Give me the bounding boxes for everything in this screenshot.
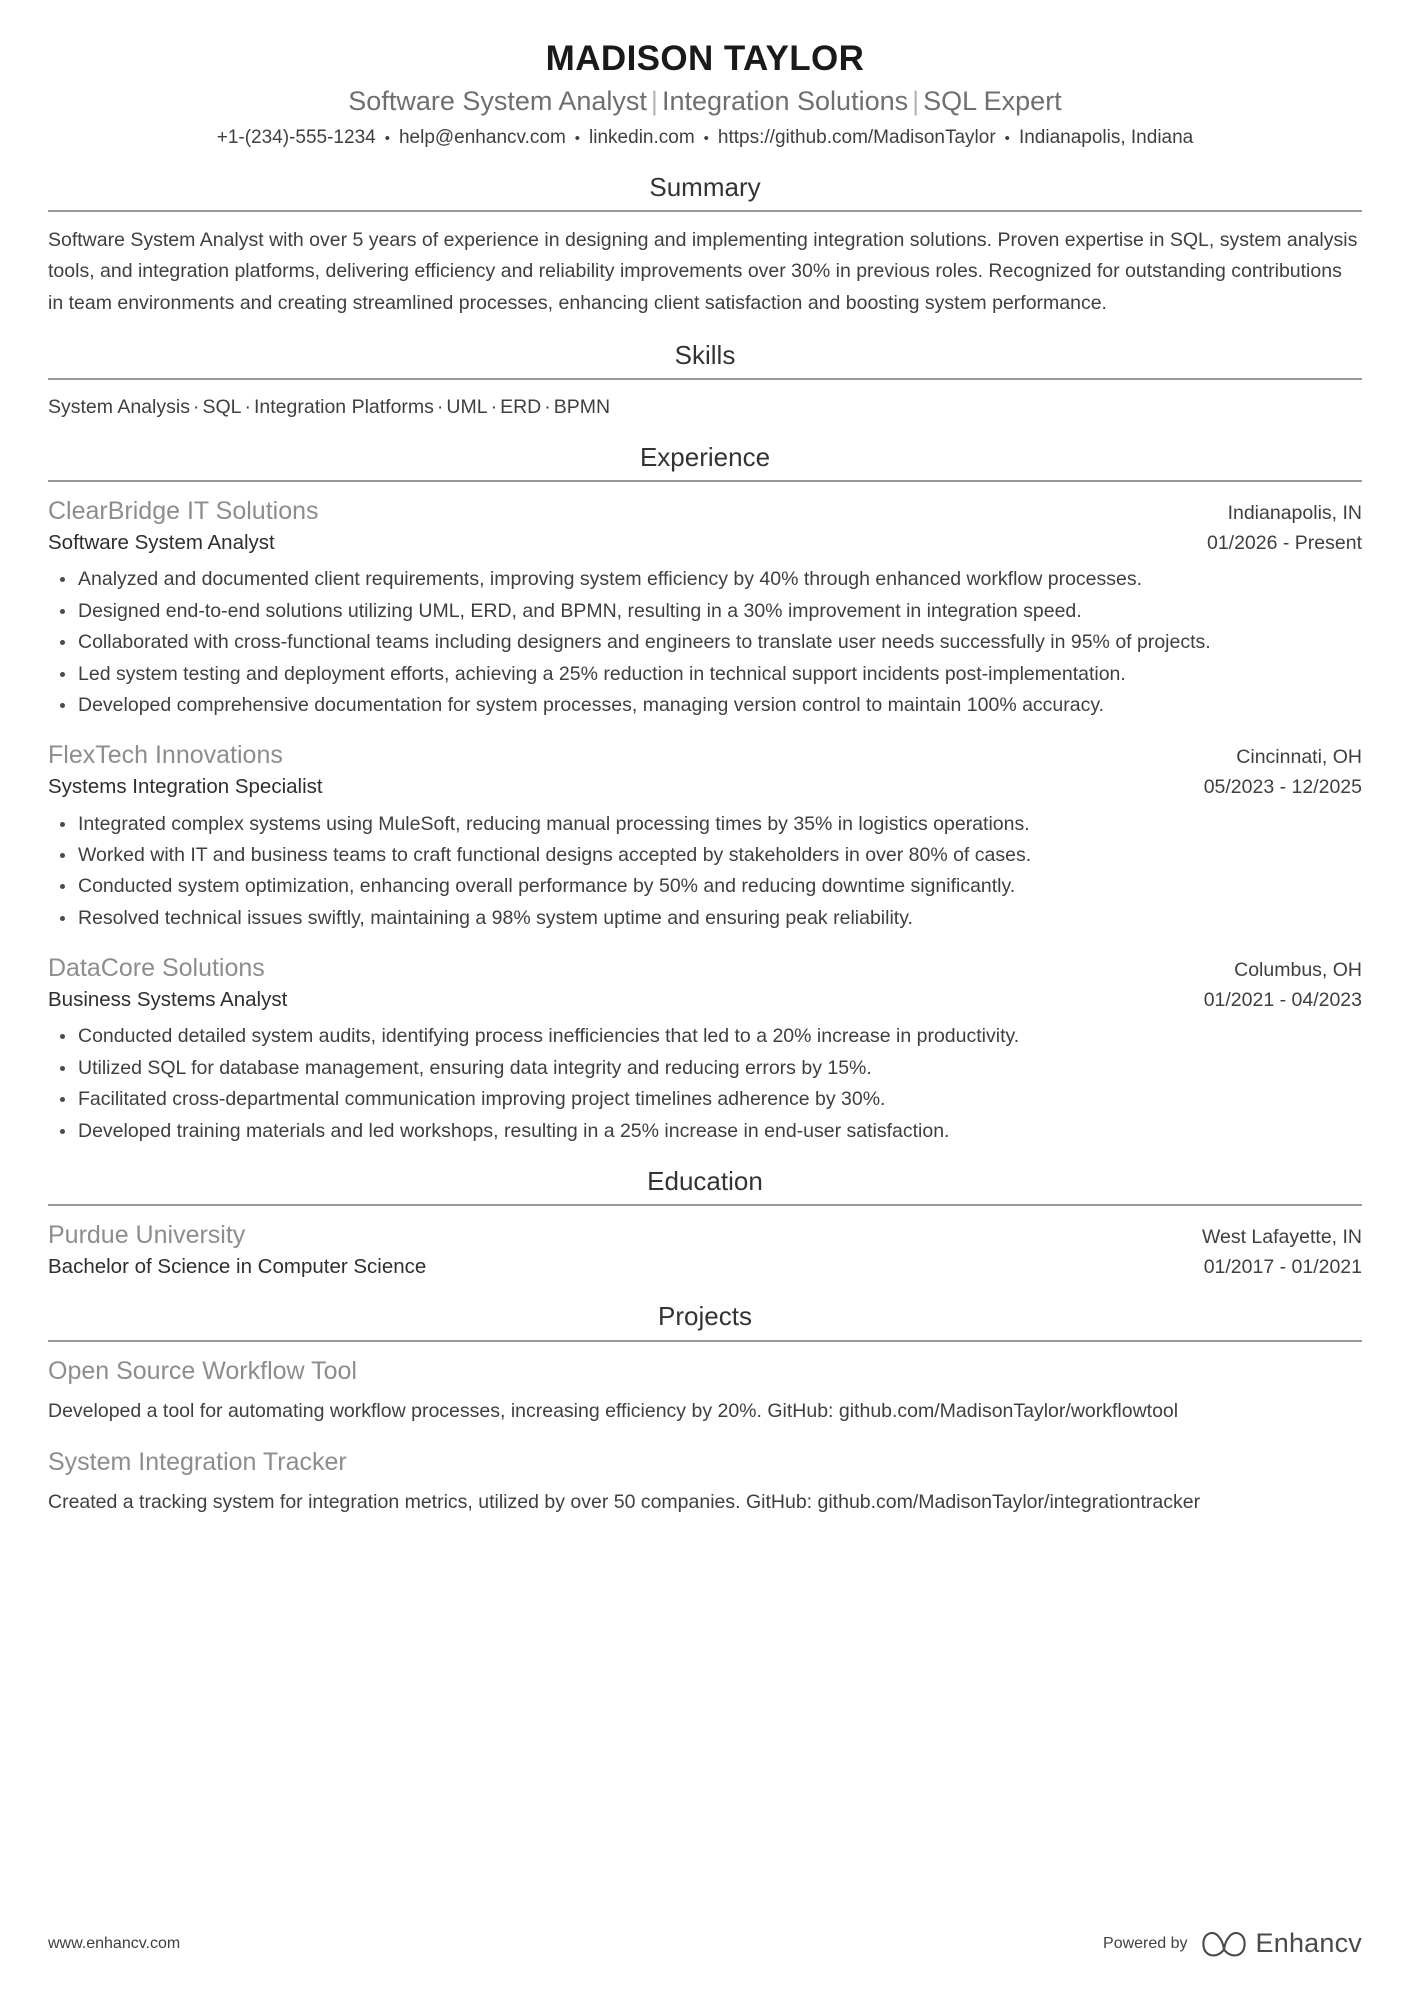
experience-entry-role-row [48,986,1362,1015]
footer-website-url[interactable]: www.enhancv.com [48,1934,181,1952]
contact-bullet-icon: • [384,129,390,147]
project-name: Open Source Workflow Tool [48,1356,357,1385]
skill-separator: · [436,395,444,418]
education-entry-degree-row [48,1253,1362,1282]
resume-header [48,38,1362,152]
experience-bullet-list [48,564,1362,720]
project-name: System Integration Tracker [48,1447,347,1476]
experience-bullet: Integrated complex systems using MuleSoft, reducing manual processing times by 35% in logistics operations. [48,809,1362,839]
section-divider [48,210,1362,212]
experience-bullet: Conducted detailed system audits, identifying process inefficiencies that led to a 20% increase in productivity. [48,1021,1362,1051]
skill-item: System Analysis [48,395,190,418]
education-entry-school-row [48,1219,1362,1253]
section-education [48,1166,1362,1281]
experience-role: Business Systems Analyst [48,987,288,1011]
section-divider [48,480,1362,482]
skill-separator: · [544,395,551,418]
contact-github[interactable]: https://github.com/MadisonTaylor [717,127,996,149]
experience-bullet: Conducted system optimization, enhancing overall performance by 50% and reducing downtime significantly. [48,871,1362,901]
candidate-name: MADISON TAYLOR [545,39,865,78]
section-experience [48,442,1362,1146]
contact-line [48,125,1362,152]
enhancv-wordmark: Enhancv [1255,1928,1362,1958]
skills-list [48,393,1362,422]
contact-linkedin[interactable]: linkedin.com [589,127,695,149]
skill-item: Integration Platforms [254,395,434,418]
experience-location: Cincinnati, OH [1236,746,1362,769]
experience-entry [48,739,1362,933]
experience-entry-role-row [48,773,1362,802]
experience-entry [48,952,1362,1146]
project-entry [48,1355,1362,1428]
education-dates: 01/2017 - 01/2021 [1203,1255,1362,1278]
experience-bullet: Utilized SQL for database management, ensuring data integrity and reducing errors by 15%. [48,1053,1362,1083]
experience-location: Indianapolis, IN [1227,502,1362,525]
experience-bullet: Analyzed and documented client requirements, improving system efficiency by 40% through enhanced workflow processes. [48,564,1362,594]
footer-brand-lockup [1103,1928,1362,1959]
education-school: Purdue University [48,1221,246,1250]
skill-separator: · [490,395,498,418]
section-divider [48,1204,1362,1206]
experience-dates: 05/2023 - 12/2025 [1203,775,1362,798]
experience-entry [48,495,1362,720]
experience-entry-role-row [48,529,1362,558]
experience-bullet: Worked with IT and business teams to craft functional designs accepted by stakeholders in over 80% of cases. [48,840,1362,870]
section-title-education: Education [647,1166,763,1197]
candidate-headline [48,84,1362,119]
education-entry [48,1219,1362,1281]
contact-bullet-icon: • [1004,129,1010,147]
contact-email[interactable]: help@enhancv.com [398,127,566,149]
section-divider [48,1340,1362,1342]
experience-role: Systems Integration Specialist [48,774,323,798]
experience-entry-org-row [48,739,1362,773]
section-divider [48,378,1362,380]
skill-item: ERD [500,395,542,418]
section-title-projects: Projects [658,1301,752,1332]
contact-location: Indianapolis, Indiana [1018,127,1194,149]
contact-phone: +1-(234)-555-1234 [216,127,376,149]
experience-organization: ClearBridge IT Solutions [48,497,319,526]
experience-bullet: Facilitated cross-departmental communication improving project timelines adherence by 30%. [48,1084,1362,1114]
experience-dates: 01/2021 - 04/2023 [1203,988,1362,1011]
experience-entry-org-row [48,952,1362,986]
experience-bullet: Developed training materials and led workshops, resulting in a 25% increase in end-user satisfaction. [48,1116,1362,1146]
contact-bullet-icon: • [703,129,709,147]
experience-bullet: Designed end-to-end solutions utilizing UML, ERD, and BPMN, resulting in a 30% improvement in integration speed. [48,596,1362,626]
skill-separator: · [244,395,251,418]
section-title-summary: Summary [649,171,761,202]
headline-separator: | [912,86,920,116]
experience-bullet: Collaborated with cross-functional teams including designers and engineers to translate user needs successfully in 95% of projects. [48,627,1362,657]
experience-bullet: Led system testing and deployment efforts, achieving a 25% reduction in technical support incidents post-implementation. [48,659,1362,689]
experience-bullet-list [48,809,1362,934]
experience-organization: FlexTech Innovations [48,741,283,770]
education-degree: Bachelor of Science in Computer Science [48,1254,427,1278]
experience-location: Columbus, OH [1234,959,1362,982]
headline-separator: | [650,86,658,116]
experience-dates: 01/2026 - Present [1206,531,1362,554]
page-footer [48,1928,1362,1959]
section-title-skills: Skills [674,339,736,370]
contact-bullet-icon: • [574,129,581,147]
section-title-experience: Experience [639,442,771,473]
skill-item: UML [446,395,488,418]
section-projects [48,1301,1362,1518]
skill-separator: · [192,395,200,418]
powered-by-label: Powered by [1103,1934,1188,1952]
experience-organization: DataCore Solutions [48,954,265,983]
skill-item: BPMN [553,395,611,418]
experience-bullet: Resolved technical issues swiftly, maintaining a 98% system uptime and ensuring peak reliability. [48,903,1362,933]
experience-role: Software System Analyst [48,530,275,554]
section-summary [48,172,1362,320]
skill-item: SQL [202,395,242,418]
summary-text: Software System Analyst with over 5 years of experience in designing and implementing integration solutions. Proven expertise in SQL, system analysis tools, and integration platforms, delivering efficiency and reliability improvements over 30% in previous roles. Recognized for outstanding contributions in team environments and creating streamlined processes, enhancing client satisfaction and boosting system performance. [48,228,1358,315]
education-location: West Lafayette, IN [1201,1226,1362,1249]
project-entry [48,1446,1362,1519]
headline-part-0: Software System Analyst [348,86,647,116]
section-skills [48,340,1362,422]
headline-part-1: Integration Solutions [661,86,909,116]
experience-entry-org-row [48,495,1362,529]
project-description: Created a tracking system for integration metrics, utilized by over 50 companies. GitHub: github.com/MadisonTaylor/integrationtracker [48,1491,1201,1514]
enhancv-logo [1201,1928,1362,1959]
project-description: Developed a tool for automating workflow processes, increasing efficiency by 20%. GitHub: github.com/MadisonTaylor/workflowtool [48,1400,1179,1423]
enhancv-mark-icon [1201,1929,1247,1959]
experience-bullet-list [48,1021,1362,1146]
experience-bullet: Developed comprehensive documentation for system processes, managing version control to maintain 100% accuracy. [48,690,1362,720]
headline-part-2: SQL Expert [923,86,1062,116]
